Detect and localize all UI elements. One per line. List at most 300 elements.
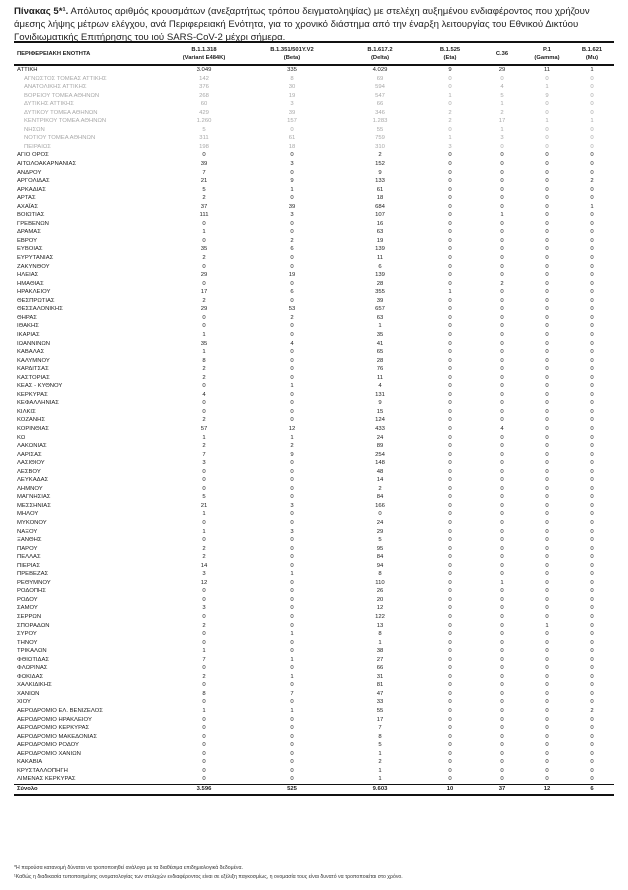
case-count-cell: 254 xyxy=(375,451,385,458)
case-count-cell: 0 xyxy=(448,579,452,586)
case-count-cell: 0 xyxy=(500,776,504,783)
case-count-cell: 0 xyxy=(500,725,504,732)
case-count-cell: 133 xyxy=(375,178,385,185)
case-count-cell: 1 xyxy=(590,67,594,73)
region-name-cell: ΦΩΚΙΔΑΣ xyxy=(17,673,44,680)
case-count-cell: 0 xyxy=(500,374,504,381)
region-name-cell: ΠΑΡΟΥ xyxy=(17,545,38,552)
case-count-cell: 0 xyxy=(448,297,452,304)
case-count-cell: 0 xyxy=(500,451,504,458)
case-count-cell: 268 xyxy=(199,92,209,99)
case-count-cell: 12 xyxy=(376,605,384,612)
case-count-cell: 3 xyxy=(290,161,294,168)
case-count-cell: 0 xyxy=(290,408,294,415)
case-count-cell: 0 xyxy=(590,323,594,330)
case-count-cell: 0 xyxy=(545,468,549,475)
region-name-cell: ΓΡΕΒΕΝΩΝ xyxy=(17,220,49,227)
case-count-cell: 0 xyxy=(590,673,594,680)
case-count-cell: 0 xyxy=(202,537,206,544)
case-count-cell: 7 xyxy=(378,725,382,732)
case-count-cell: 0 xyxy=(448,186,452,193)
case-count-cell: 2 xyxy=(378,759,382,766)
case-count-cell: 31 xyxy=(376,673,384,680)
region-name-cell: ΣΕΡΡΩΝ xyxy=(17,614,42,620)
table-subrow xyxy=(14,126,614,135)
case-count-cell: 0 xyxy=(545,272,549,279)
case-count-cell: 0 xyxy=(448,152,452,159)
case-count-cell: 0 xyxy=(448,425,452,432)
footnotes xyxy=(14,864,614,882)
case-count-cell: 0 xyxy=(448,477,452,484)
case-count-cell: 0 xyxy=(545,519,549,526)
region-name-cell: ΚΑΣΤΟΡΙΑΣ xyxy=(17,374,50,381)
case-count-cell: 4 xyxy=(500,84,504,91)
case-count-cell: 0 xyxy=(448,673,452,680)
column-header-line2: (Delta) xyxy=(370,54,390,61)
case-count-cell: 7 xyxy=(202,656,206,663)
case-count-cell: 0 xyxy=(590,229,594,236)
column-header-variant xyxy=(420,42,480,65)
case-count-cell: 0 xyxy=(590,152,594,159)
case-count-cell: 2 xyxy=(202,673,206,680)
case-count-cell: 0 xyxy=(590,297,594,304)
case-count-cell: 0 xyxy=(590,596,594,603)
case-count-cell: 1 xyxy=(378,767,382,774)
case-count-cell: 0 xyxy=(202,750,206,757)
region-name-cell: ΖΑΚΥΝΘΟΥ xyxy=(17,263,50,270)
region-name-cell: ΒΟΙΩΤΙΑΣ xyxy=(17,212,45,219)
case-count-cell: 41 xyxy=(376,340,384,347)
case-count-cell: 0 xyxy=(448,742,452,749)
case-count-cell: 166 xyxy=(375,502,385,509)
case-count-cell: 0 xyxy=(590,588,594,595)
region-name-cell: ΘΕΣΠΡΩΤΙΑΣ xyxy=(17,297,55,304)
case-count-cell: 0 xyxy=(545,400,549,407)
case-count-cell: 0 xyxy=(545,75,549,82)
case-count-cell: 1 xyxy=(378,750,382,757)
case-count-cell: 2 xyxy=(202,374,206,381)
case-count-cell: 61 xyxy=(288,135,296,142)
case-count-cell: 0 xyxy=(545,374,549,381)
case-count-cell: 0 xyxy=(448,366,452,373)
case-count-cell: 0 xyxy=(545,135,549,142)
case-count-cell: 0 xyxy=(500,673,504,680)
case-count-cell: 0 xyxy=(545,665,549,672)
case-count-cell: 1 xyxy=(448,92,452,99)
case-count-cell: 0 xyxy=(290,255,294,262)
case-count-cell: 0 xyxy=(590,374,594,381)
table-row xyxy=(14,673,614,682)
case-count-cell: 0 xyxy=(290,605,294,612)
case-count-cell: 0 xyxy=(202,152,206,159)
case-count-cell: 35 xyxy=(200,246,208,253)
case-count-cell: 0 xyxy=(290,229,294,236)
total-count-cell: 12 xyxy=(543,786,551,793)
case-count-cell: 5 xyxy=(202,186,206,193)
case-count-cell: 0 xyxy=(500,699,504,706)
case-count-cell: 0 xyxy=(545,203,549,210)
case-count-cell: 0 xyxy=(500,349,504,356)
case-count-cell: 142 xyxy=(199,75,209,82)
case-count-cell: 0 xyxy=(448,169,452,176)
case-count-cell: 110 xyxy=(375,579,385,586)
case-count-cell: 0 xyxy=(448,631,452,638)
region-name-cell: ΑΓΝΩΣΤΟΣ ΤΟΜΕΑΣ ΑΤΤΙΚΗΣ xyxy=(24,75,107,82)
case-count-cell: 0 xyxy=(590,750,594,757)
case-count-cell: 53 xyxy=(288,306,296,313)
case-count-cell: 0 xyxy=(590,101,594,108)
region-name-cell: ΑΕΡΟΔΡΟΜΙΟ ΕΛ. ΒΕΝΙΖΕΛΟΣ xyxy=(17,708,103,715)
case-count-cell: 0 xyxy=(500,220,504,227)
total-count-cell: 525 xyxy=(287,786,297,793)
case-count-cell: 20 xyxy=(376,596,384,603)
column-header-line1: B.1.525 xyxy=(439,46,461,53)
case-count-cell: 0 xyxy=(500,161,504,168)
case-count-cell: 0 xyxy=(590,280,594,287)
region-name-cell: ΠΕΙΡΑΙΩΣ xyxy=(24,143,51,150)
region-name-cell: ΣΥΡΟΥ xyxy=(17,631,37,638)
case-count-cell: 2 xyxy=(378,485,382,492)
case-count-cell: 0 xyxy=(448,255,452,262)
case-count-cell: 0 xyxy=(545,494,549,501)
case-count-cell: 0 xyxy=(590,502,594,509)
case-count-cell: 0 xyxy=(448,690,452,697)
case-count-cell: 0 xyxy=(590,690,594,697)
case-count-cell: 0 xyxy=(590,759,594,766)
region-name-cell: ΛΙΜΕΝΑΣ ΚΕΡΚΥΡΑΣ xyxy=(17,776,76,783)
case-count-cell: 9 xyxy=(545,92,549,99)
table-row xyxy=(14,280,614,289)
case-count-cell: 0 xyxy=(500,528,504,535)
region-name-cell: ΙΩΑΝΝΙΝΩΝ xyxy=(17,340,51,347)
case-count-cell: 3 xyxy=(290,101,294,108)
case-count-cell: 19 xyxy=(376,237,384,244)
region-name-cell: ΤΗΝΟΥ xyxy=(17,639,38,646)
table-row xyxy=(14,425,614,434)
case-count-cell: 0 xyxy=(290,349,294,356)
case-count-cell: 30 xyxy=(288,84,296,91)
table-row xyxy=(14,186,614,195)
table-row xyxy=(14,587,614,596)
case-count-cell: 0 xyxy=(500,306,504,313)
case-count-cell: 0 xyxy=(545,383,549,390)
case-count-cell: 0 xyxy=(545,289,549,296)
case-count-cell: 1 xyxy=(378,776,382,783)
table-row xyxy=(14,451,614,460)
case-count-cell: 0 xyxy=(545,537,549,544)
region-name-cell: ΝΑΞΟΥ xyxy=(17,528,38,535)
case-count-cell: 0 xyxy=(545,656,549,663)
case-count-cell: 0 xyxy=(500,434,504,441)
case-count-cell: 69 xyxy=(376,75,384,82)
case-count-cell: 0 xyxy=(202,588,206,595)
table-row xyxy=(14,220,614,229)
case-count-cell: 2 xyxy=(290,314,294,321)
case-count-cell: 0 xyxy=(500,750,504,757)
case-count-cell: 89 xyxy=(376,443,384,450)
case-count-cell: 21 xyxy=(200,178,208,185)
case-count-cell: 0 xyxy=(590,579,594,586)
region-name-cell: ΔΥΤΙΚΗΣ ΑΤΤΙΚΗΣ xyxy=(24,101,74,108)
case-count-cell: 0 xyxy=(590,161,594,168)
table-row xyxy=(14,767,614,776)
case-count-cell: 11 xyxy=(376,374,384,381)
table-row xyxy=(14,716,614,725)
case-count-cell: 157 xyxy=(287,118,297,125)
case-count-cell: 35 xyxy=(376,331,384,338)
table-row xyxy=(14,707,614,716)
variants-by-region-table xyxy=(14,41,614,796)
table-row xyxy=(14,391,614,400)
case-count-cell: 0 xyxy=(590,767,594,774)
case-count-cell: 0 xyxy=(448,485,452,492)
case-count-cell: 0 xyxy=(500,614,504,620)
case-count-cell: 0 xyxy=(545,323,549,330)
table-row xyxy=(14,690,614,699)
case-count-cell: 0 xyxy=(590,622,594,629)
case-count-cell: 1 xyxy=(290,383,294,390)
region-name-cell: ΜΕΣΣΗΝΙΑΣ xyxy=(17,502,51,509)
case-count-cell: 0 xyxy=(545,417,549,424)
table-row xyxy=(14,314,614,323)
case-count-cell: 0 xyxy=(500,460,504,467)
case-count-cell: 8 xyxy=(378,571,382,578)
case-count-cell: 0 xyxy=(202,742,206,749)
case-count-cell: 8 xyxy=(378,733,382,740)
case-count-cell: 0 xyxy=(448,502,452,509)
case-count-cell: 0 xyxy=(590,460,594,467)
case-count-cell: 0 xyxy=(290,494,294,501)
region-name-cell: ΝΗΣΩΝ xyxy=(24,126,45,133)
case-count-cell: 0 xyxy=(545,451,549,458)
case-count-cell: 0 xyxy=(290,357,294,364)
case-count-cell: 0 xyxy=(590,84,594,91)
table-row xyxy=(14,160,614,169)
case-count-cell: 0 xyxy=(545,425,549,432)
case-count-cell: 15 xyxy=(376,408,384,415)
case-count-cell: 0 xyxy=(290,297,294,304)
case-count-cell: 0 xyxy=(448,323,452,330)
case-count-cell: 0 xyxy=(448,408,452,415)
case-count-cell: 8 xyxy=(290,75,294,82)
case-count-cell: 0 xyxy=(500,186,504,193)
case-count-cell: 2 xyxy=(290,237,294,244)
case-count-cell: 0 xyxy=(448,263,452,270)
case-count-cell: 0 xyxy=(545,349,549,356)
case-count-cell: 4 xyxy=(378,383,382,390)
column-header-variant xyxy=(164,42,244,65)
case-count-cell: 0 xyxy=(545,340,549,347)
table-row xyxy=(14,297,614,306)
table-row xyxy=(14,237,614,246)
region-name-cell: ΚΑΒΑΛΑΣ xyxy=(17,349,45,356)
case-count-cell: 29 xyxy=(200,306,208,313)
case-count-cell: 0 xyxy=(448,537,452,544)
case-count-cell: 0 xyxy=(500,195,504,202)
case-count-cell: 1 xyxy=(202,511,206,518)
table-row xyxy=(14,622,614,631)
case-count-cell: 0 xyxy=(290,725,294,732)
case-count-cell: 11 xyxy=(543,67,551,73)
case-count-cell: 657 xyxy=(375,306,385,313)
case-count-cell: 0 xyxy=(290,391,294,398)
case-count-cell: 0 xyxy=(448,357,452,364)
case-count-cell: 0 xyxy=(545,408,549,415)
table-row xyxy=(14,245,614,254)
table-row xyxy=(14,545,614,554)
table-row xyxy=(14,519,614,528)
case-count-cell: 0 xyxy=(590,237,594,244)
case-count-cell: 3 xyxy=(448,143,452,150)
case-count-cell: 0 xyxy=(545,109,549,116)
case-count-cell: 1 xyxy=(290,186,294,193)
case-count-cell: 0 xyxy=(545,255,549,262)
case-count-cell: 0 xyxy=(590,92,594,99)
case-count-cell: 0 xyxy=(545,178,549,185)
case-count-cell: 0 xyxy=(448,246,452,253)
case-count-cell: 0 xyxy=(500,357,504,364)
case-count-cell: 0 xyxy=(290,699,294,706)
table-row xyxy=(14,348,614,357)
case-count-cell: 1 xyxy=(590,203,594,210)
case-count-cell: 55 xyxy=(376,708,384,715)
region-name-cell: ΑΡΚΑΔΙΑΣ xyxy=(17,186,46,193)
case-count-cell: 0 xyxy=(590,733,594,740)
case-count-cell: 0 xyxy=(590,220,594,227)
case-count-cell: 0 xyxy=(545,331,549,338)
case-count-cell: 0 xyxy=(500,203,504,210)
case-count-cell: 9 xyxy=(290,451,294,458)
table-row xyxy=(14,211,614,220)
table-row xyxy=(14,151,614,160)
case-count-cell: 0 xyxy=(590,391,594,398)
region-name-cell: ΑΓΙΟ ΟΡΟΣ xyxy=(17,152,49,159)
case-count-cell: 0 xyxy=(590,511,594,518)
table-subrow xyxy=(14,92,614,101)
case-count-cell: 0 xyxy=(290,169,294,176)
case-count-cell: 1.283 xyxy=(372,118,388,125)
case-count-cell: 3 xyxy=(290,502,294,509)
table-subrow xyxy=(14,75,614,84)
case-count-cell: 0 xyxy=(545,682,549,689)
case-count-cell: 4.029 xyxy=(372,67,388,73)
case-count-cell: 0 xyxy=(590,408,594,415)
case-count-cell: 0 xyxy=(545,161,549,168)
case-count-cell: 0 xyxy=(500,656,504,663)
case-count-cell: 107 xyxy=(375,212,385,219)
case-count-cell: 0 xyxy=(448,75,452,82)
table-row xyxy=(14,382,614,391)
case-count-cell: 0 xyxy=(202,767,206,774)
table-body xyxy=(14,65,614,795)
case-count-cell: 2 xyxy=(448,109,452,116)
case-count-cell: 5 xyxy=(500,92,504,99)
case-count-cell: 0 xyxy=(545,776,549,783)
case-count-cell: 0 xyxy=(545,639,549,646)
case-count-cell: 0 xyxy=(590,528,594,535)
case-count-cell: 198 xyxy=(199,143,209,150)
case-count-cell: 0 xyxy=(290,263,294,270)
case-count-cell: 0 xyxy=(590,716,594,723)
case-count-cell: 8 xyxy=(202,357,206,364)
case-count-cell: 0 xyxy=(545,434,549,441)
case-count-cell: 0 xyxy=(590,477,594,484)
case-count-cell: 7 xyxy=(290,690,294,697)
table-row xyxy=(14,604,614,613)
region-name-cell: ΑΕΡΟΔΡΟΜΙΟ ΗΡΑΚΛΕΙΟΥ xyxy=(17,716,92,723)
case-count-cell: 1 xyxy=(202,349,206,356)
table-row xyxy=(14,177,614,186)
table-row xyxy=(14,664,614,673)
case-count-cell: 0 xyxy=(290,665,294,672)
region-name-cell: ΚΕΡΚΥΡΑΣ xyxy=(17,391,48,398)
case-count-cell: 0 xyxy=(500,143,504,150)
table-row xyxy=(14,340,614,349)
case-count-cell: 55 xyxy=(376,126,384,133)
case-count-cell: 0 xyxy=(545,314,549,321)
column-header-line1: ΠΕΡΙΦΕΡΕΙΑΚΗ ΕΝΟΤΗΤΑ xyxy=(17,50,91,57)
case-count-cell: 0 xyxy=(290,716,294,723)
region-name-cell: ΡΟΔΟΠΗΣ xyxy=(17,588,46,595)
case-count-cell: 1 xyxy=(202,229,206,236)
case-count-cell: 0 xyxy=(500,537,504,544)
case-count-cell: 335 xyxy=(287,67,297,73)
case-count-cell: 0 xyxy=(590,314,594,321)
case-count-cell: 2 xyxy=(202,366,206,373)
case-count-cell: 0 xyxy=(448,562,452,569)
region-name-cell: ΚΕΦΑΛΛΗΝΙΑΣ xyxy=(17,400,59,407)
case-count-cell: 0 xyxy=(202,682,206,689)
table-row xyxy=(14,169,614,178)
case-count-cell: 0 xyxy=(290,195,294,202)
table-subrow xyxy=(14,117,614,126)
table-header-row xyxy=(14,42,614,65)
case-count-cell: 0 xyxy=(202,237,206,244)
region-name-cell: ΚΩ xyxy=(17,434,26,441)
case-count-cell: 0 xyxy=(545,528,549,535)
case-count-cell: 0 xyxy=(500,682,504,689)
case-count-cell: 0 xyxy=(500,742,504,749)
case-count-cell: 0 xyxy=(590,306,594,313)
case-count-cell: 12 xyxy=(200,579,208,586)
case-count-cell: 547 xyxy=(375,92,385,99)
case-count-cell: 0 xyxy=(590,537,594,544)
case-count-cell: 0 xyxy=(545,306,549,313)
case-count-cell: 0 xyxy=(448,84,452,91)
case-count-cell: 0 xyxy=(545,246,549,253)
case-count-cell: 0 xyxy=(590,485,594,492)
case-count-cell: 0 xyxy=(590,545,594,552)
case-count-cell: 0 xyxy=(590,648,594,655)
table-subrow xyxy=(14,143,614,152)
region-name-cell: ΡΟΔΟΥ xyxy=(17,596,38,603)
case-count-cell: 9 xyxy=(290,178,294,185)
table-row xyxy=(14,596,614,605)
case-count-cell: 139 xyxy=(375,246,385,253)
case-count-cell: 0 xyxy=(202,220,206,227)
region-name-cell: ΜΗΛΟΥ xyxy=(17,511,39,518)
case-count-cell: 0 xyxy=(590,571,594,578)
case-count-cell: 28 xyxy=(376,280,384,287)
case-count-cell: 28 xyxy=(376,357,384,364)
case-count-cell: 0 xyxy=(590,75,594,82)
case-count-cell: 0 xyxy=(590,212,594,219)
case-count-cell: 0 xyxy=(290,639,294,646)
case-count-cell: 0 xyxy=(500,639,504,646)
region-name-cell: ΕΥΡΥΤΑΝΙΑΣ xyxy=(17,255,54,262)
table-row xyxy=(14,203,614,212)
case-count-cell: 0 xyxy=(448,656,452,663)
